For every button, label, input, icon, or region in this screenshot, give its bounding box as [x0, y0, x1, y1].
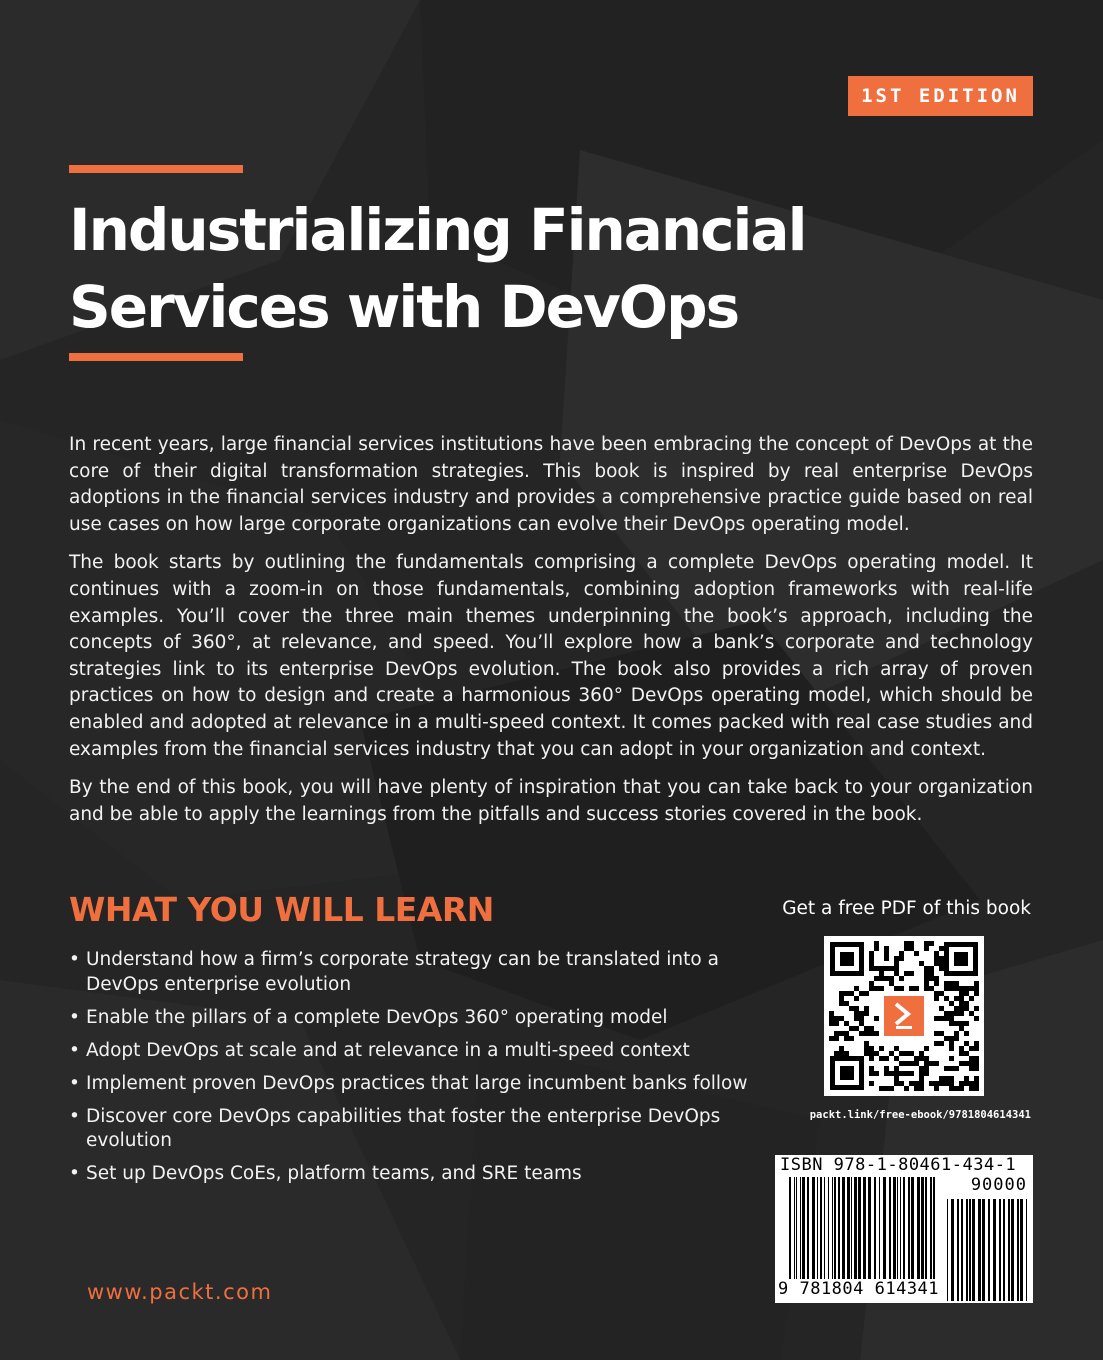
learning-outcomes-list — [69, 948, 749, 1195]
list-item-text: Set up DevOps CoEs, platform teams, and SRE teams — [86, 1163, 582, 1184]
list-item — [69, 948, 749, 997]
title-line-1: Industrializing Financial — [69, 196, 806, 264]
bullet-icon: • — [69, 1072, 80, 1094]
free-ebook-link[interactable]: packt.link/free-ebook/9781804614341 — [809, 1109, 1031, 1121]
list-item-text: Adopt DevOps at scale and at relevance in a multi-speed context — [86, 1039, 690, 1061]
bullet-icon: • — [69, 1006, 80, 1028]
title-bottom-rule — [69, 353, 243, 361]
book-description — [69, 432, 1033, 840]
description-paragraph: In recent years, large financial services institutions have been embracing the concept of DevOps at the core of their digital transformation strategies. This book is inspired by real enterprise DevOps adoptions in the financial services industry and provides a comprehensive practice guide based on real use cases on how large corporate organizations can evolve their DevOps operating model. — [69, 434, 1033, 535]
publisher-website-link[interactable]: www.packt.com — [87, 1280, 273, 1304]
description-paragraph: By the end of this book, you will have plenty of inspiration that you can take back to your organization and be able to apply the learnings from the pitfalls and success stories covered in the book. — [69, 777, 1033, 825]
list-item — [69, 1006, 749, 1031]
list-item-text: Implement proven DevOps practices that large incumbent banks follow — [86, 1072, 748, 1094]
isbn-barcode — [775, 1155, 1033, 1303]
title-line-2: Services with DevOps — [69, 273, 739, 341]
list-item-text: Discover core DevOps capabilities that foster the enterprise DevOps evolution — [86, 1105, 721, 1151]
qr-code-icon — [824, 936, 984, 1096]
list-item — [69, 1072, 749, 1097]
edition-badge: 1ST EDITION — [848, 76, 1033, 116]
bullet-icon: • — [69, 949, 80, 970]
list-item-text: Understand how a firm’s corporate strategy can be translated into a DevOps enterprise evolution — [86, 949, 719, 995]
isbn-number: ISBN 978-1-80461-434-1 — [780, 1155, 1017, 1175]
book-title — [69, 192, 969, 346]
title-top-rule — [69, 165, 243, 173]
price-code: 90000 — [970, 1175, 1027, 1195]
qr-code[interactable] — [824, 936, 984, 1096]
description-paragraph: The book starts by outlining the fundamentals comprising a complete DevOps operating model. It continues with a zoom-in on those fundamentals, combining adoption frameworks with real-life examples. You’ll cover the three main themes underpinning the book’s approach, including the concepts of 360°, at relevance, and speed. You’ll explore how a bank’s corporate and technology strategies link to its enterprise DevOps evolution. The book also provides a rich array of proven practices on how to design and create a harmonious 360° DevOps operating model, which should be enabled and adopted at relevance in a multi-speed context. It comes packed with real case studies and examples from the financial services industry that you can adopt in your organization and context. — [69, 552, 1033, 760]
list-item — [69, 1039, 749, 1064]
list-item — [69, 1105, 749, 1154]
bullet-icon: • — [69, 1163, 80, 1184]
list-item — [69, 1162, 749, 1187]
bullet-icon: • — [69, 1105, 80, 1127]
list-item-text: Enable the pillars of a complete DevOps 360° operating model — [86, 1006, 668, 1028]
ean-digits: 9 781804 614341 — [778, 1279, 940, 1299]
what-you-will-learn-heading: WHAT YOU WILL LEARN — [69, 890, 494, 929]
free-pdf-label: Get a free PDF of this book — [782, 898, 1031, 919]
bullet-icon: • — [69, 1039, 80, 1061]
